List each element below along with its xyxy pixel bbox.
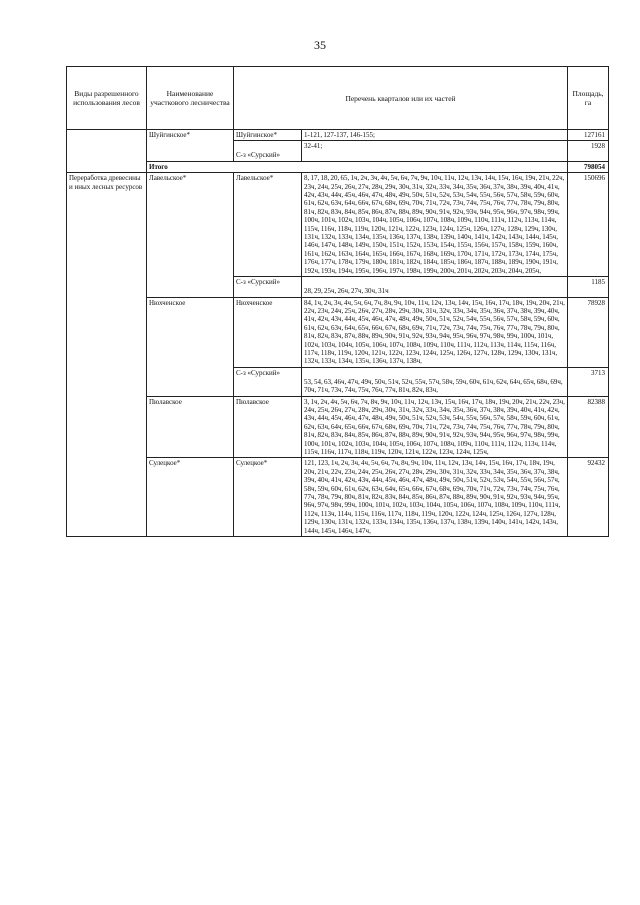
area-cell: 3713 — [568, 367, 609, 396]
header-quarters: Перечень кварталов или их частей — [234, 67, 568, 130]
quarters-text: 53, 54, 63, 46ч, 47ч, 49ч, 50ч, 51ч, 52ч, 55ч, 57ч, 58ч, 59ч, 60ч, 61ч, 62ч, 64ч, 65ч, 68ч, 69ч, 70ч, 71ч, 73ч, 74ч, 75ч, 76ч, 77ч, 81ч, 82ч, 83ч, — [304, 377, 563, 395]
sub-district-cell: Нюхченское — [234, 297, 302, 367]
area-cell: 78928 — [568, 297, 609, 367]
area-cell: 1185 — [568, 277, 609, 297]
district-cell: Нюхченское — [147, 297, 234, 396]
district-cell: Сулецкое* — [147, 458, 234, 537]
header-area: Площадь, га — [568, 67, 609, 130]
area-cell: 82388 — [568, 396, 609, 458]
quarters-cell — [302, 277, 568, 297]
area-cell: 1928 — [568, 141, 609, 161]
quarters-cell: 3, 1ч, 2ч, 4ч, 5ч, 6ч, 7ч, 8ч, 9ч, 10ч, 11ч, 12ч, 13ч, 15ч, 16ч, 17ч, 18ч, 19ч, 20ч, 21ч, 22ч, 23ч, 24ч, 25ч, 26ч, 27ч, 28ч, 29ч, 30ч, 31ч, 32ч, 33ч, 34ч, 35ч, 36ч, 37ч, 38ч, 39ч, 40ч, 41ч, 42ч, 43ч, 44ч, 45ч, 46ч, 47ч, 48ч, 49ч, 50ч, 51ч, 52ч, 53ч, 54ч, 55ч, 56ч, 57ч, 58ч, 59ч, 60ч, 61ч, 62ч, 63ч, 64ч, 65ч, 66ч, 67ч, 68ч, 69ч, 70ч, 71ч, 72ч, 73ч, 74ч, 75ч, 76ч, 77ч, 78ч, 79ч, 80ч, 81ч, 82ч, 83ч, 84ч, 85ч, 86ч, 87ч, 88ч, 89ч, 90ч, 91ч, 92ч, 93ч, 94ч, 95ч, 96ч, 97ч, 98ч, 99ч, 100ч, 101ч, 102ч, 103ч, 104ч, 105ч, 106ч, 107ч, 108ч, 109ч, 110ч, 111ч, 112ч, 113ч, 114ч, 115ч, 116ч, 117ч, 118ч, 119ч, 120ч, 121ч, 122ч, 123ч, 124ч, 125ч, — [302, 396, 568, 458]
sub-district-cell: Сулецкое* — [234, 458, 302, 537]
area-cell: 150696 — [568, 173, 609, 277]
use-type-cell-empty — [67, 130, 147, 173]
use-type-cell: Переработка древесины и иных лесных ресурсов — [67, 173, 147, 537]
sub-district-label: С-з «Сурский» — [236, 151, 281, 160]
sub-district-cell: С-з «Сурский» — [234, 367, 302, 396]
quarters-cell — [302, 367, 568, 396]
quarters-cell: 32-41; — [302, 141, 568, 161]
quarters-cell: 84, 1ч, 2ч, 3ч, 4ч, 5ч, 6ч, 7ч, 8ч, 9ч, 10ч, 11ч, 12ч, 13ч, 14ч, 15ч, 16ч, 17ч, 18ч, 19ч, 20ч, 21ч, 22ч, 23ч, 24ч, 25ч, 26ч, 27ч, 28ч, 29ч, 30ч, 31ч, 32ч, 33ч, 34ч, 35ч, 36ч, 37ч, 38ч, 39ч, 40ч, 41ч, 42ч, 43ч, 44ч, 45ч, 46ч, 47ч, 48ч, 49ч, 50ч, 51ч, 52ч, 54ч, 55ч, 56ч, 57ч, 58ч, 59ч, 60ч, 61ч, 62ч, 63ч, 64ч, 65ч, 66ч, 67ч, 68ч, 69ч, 71ч, 72ч, 73ч, 74ч, 75ч, 76ч, 77ч, 78ч, 79ч, 80ч, 81ч, 82ч, 83ч, 87ч, 88ч, 89ч, 90ч, 91ч, 92ч, 93ч, 94ч, 95ч, 96ч, 97ч, 98ч, 99ч, 100ч, 101ч, 102ч, 103ч, 104ч, 105ч, 106ч, 107ч, 108ч, 109ч, 110ч, 111ч, 112ч, 113ч, 114ч, 115ч, 116ч, 117ч, 118ч, 119ч, 120ч, 121ч, 122ч, 123ч, 124ч, 125ч, 126ч, 127ч, 128ч, 129ч, 130ч, 131ч, 132ч, 133ч, 134ч, 135ч, 136ч, 137ч, 138ч, — [302, 297, 568, 367]
area-cell: 92432 — [568, 458, 609, 537]
sub-district-cell — [234, 141, 302, 161]
quarters-cell: 1-121, 127-137, 146-155; — [302, 130, 568, 141]
sub-district-cell: Лавельское* — [234, 173, 302, 277]
table-row — [67, 396, 609, 458]
table-row — [67, 173, 609, 277]
total-area: 798054 — [568, 161, 609, 172]
district-cell: Шуйгинское* — [147, 130, 234, 162]
quarters-cell: 121, 123, 1ч, 2ч, 3ч, 4ч, 5ч, 6ч, 7ч, 8ч, 9ч, 10ч, 11ч, 12ч, 13ч, 14ч, 15ч, 16ч, 17ч, 18ч, 19ч, 20ч, 21ч, 22ч, 23ч, 24ч, 25ч, 26ч, 27ч, 28ч, 29ч, 30ч, 31ч, 32ч, 33ч, 34ч, 35ч, 36ч, 37ч, 38ч, 39ч, 40ч, 41ч, 42ч, 43ч, 44ч, 45ч, 46ч, 47ч, 48ч, 49ч, 50ч, 51ч, 52ч, 53ч, 54ч, 55ч, 56ч, 57ч, 58ч, 59ч, 60ч, 61ч, 62ч, 63ч, 64ч, 65ч, 66ч, 67ч, 68ч, 69ч, 70ч, 71ч, 72ч, 73ч, 74ч, 75ч, 76ч, 77ч, 78ч, 79ч, 80ч, 81ч, 82ч, 83ч, 84ч, 85ч, 86ч, 87ч, 88ч, 89ч, 90ч, 91ч, 92ч, 93ч, 94ч, 95ч, 96ч, 97ч, 98ч, 99ч, 100ч, 101ч, 102ч, 103ч, 104ч, 105ч, 106ч, 107ч, 108ч, 109ч, 110ч, 111ч, 112ч, 113ч, 114ч, 115ч, 116ч, 117ч, 118ч, 119ч, 120ч, 122ч, 124ч, 125ч, 126ч, 127ч, 128ч, 129ч, 130ч, 131ч, 132ч, 133ч, 134ч, 135ч, 136ч, 137ч, 138ч, 139ч, 140ч, 141ч, 142ч, 143ч, 144ч, 145ч, 146ч, 147ч, — [302, 458, 568, 537]
district-cell: Пюлавское — [147, 396, 234, 458]
total-label: Итого — [147, 161, 568, 172]
quarters-cell: 8, 17, 18, 20, 65, 1ч, 2ч, 3ч, 4ч, 5ч, 6ч, 7ч, 9ч, 10ч, 11ч, 12ч, 13ч, 14ч, 15ч, 16ч, 19ч, 21ч, 22ч, 23ч, 24ч, 25ч, 26ч, 27ч, 28ч, 29ч, 30ч, 31ч, 32ч, 33ч, 34ч, 35ч, 36ч, 37ч, 38ч, 39ч, 40ч, 41ч, 42ч, 43ч, 44ч, 45ч, 46ч, 47ч, 48ч, 49ч, 50ч, 51ч, 52ч, 53ч, 54ч, 55ч, 56ч, 57ч, 58ч, 59ч, 60ч, 61ч, 62ч, 63ч, 64ч, 66ч, 67ч, 68ч, 69ч, 70ч, 71ч, 72ч, 73ч, 74ч, 75ч, 76ч, 77ч, 78ч, 79ч, 80ч, 81ч, 82ч, 83ч, 84ч, 85ч, 86ч, 87ч, 88ч, 89ч, 90ч, 91ч, 92ч, 93ч, 94ч, 95ч, 96ч, 97ч, 98ч, 99ч, 100ч, 101ч, 102ч, 103ч, 104ч, 105ч, 106ч, 107ч, 108ч, 109ч, 110ч, 111ч, 112ч, 113ч, 114ч, 115ч, 116ч, 118ч, 119ч, 120ч, 121ч, 122ч, 123ч, 124ч, 125ч, 126ч, 127ч, 128ч, 129ч, 130ч, 131ч, 132ч, 133ч, 134ч, 135ч, 136ч, 137ч, 138ч, 139ч, 140ч, 141ч, 142ч, 143ч, 144ч, 145ч, 146ч, 147ч, 148ч, 149ч, 150ч, 151ч, 152ч, 153ч, 154ч, 155ч, 156ч, 157ч, 158ч, 159ч, 160ч, 161ч, 162ч, 163ч, 164ч, 165ч, 166ч, 167ч, 168ч, 169ч, 170ч, 171ч, 172ч, 173ч, 174ч, 175ч, 176ч, 177ч, 178ч, 179ч, 180ч, 181ч, 182ч, 184ч, 185ч, 186ч, 187ч, 188ч, 189ч, 190ч, 191ч, 192ч, 193ч, 194ч, 195ч, 196ч, 197ч, 198ч, 199ч, 200ч, 201ч, 202ч, 203ч, 204ч, 205ч, — [302, 173, 568, 277]
header-use-type: Виды разрешенного использования лесов — [67, 67, 147, 130]
header-district: Наименование участкового лесничества — [147, 67, 234, 130]
table-row — [67, 130, 609, 141]
district-cell: Лавельское* — [147, 173, 234, 297]
table-row — [67, 458, 609, 537]
table-row — [67, 297, 609, 367]
header-row — [67, 67, 609, 130]
area-cell: 127161 — [568, 130, 609, 141]
sub-district-cell: Пюлавское — [234, 396, 302, 458]
forest-quarters-table — [66, 66, 609, 537]
page-number: 35 — [314, 38, 326, 52]
sub-district-cell: Шуйгинское* — [234, 130, 302, 141]
quarters-text: 28, 29, 25ч, 26ч, 27ч, 30ч, 31ч — [304, 287, 389, 296]
total-row — [67, 161, 609, 172]
sub-district-cell: С-з «Сурский» — [234, 277, 302, 297]
